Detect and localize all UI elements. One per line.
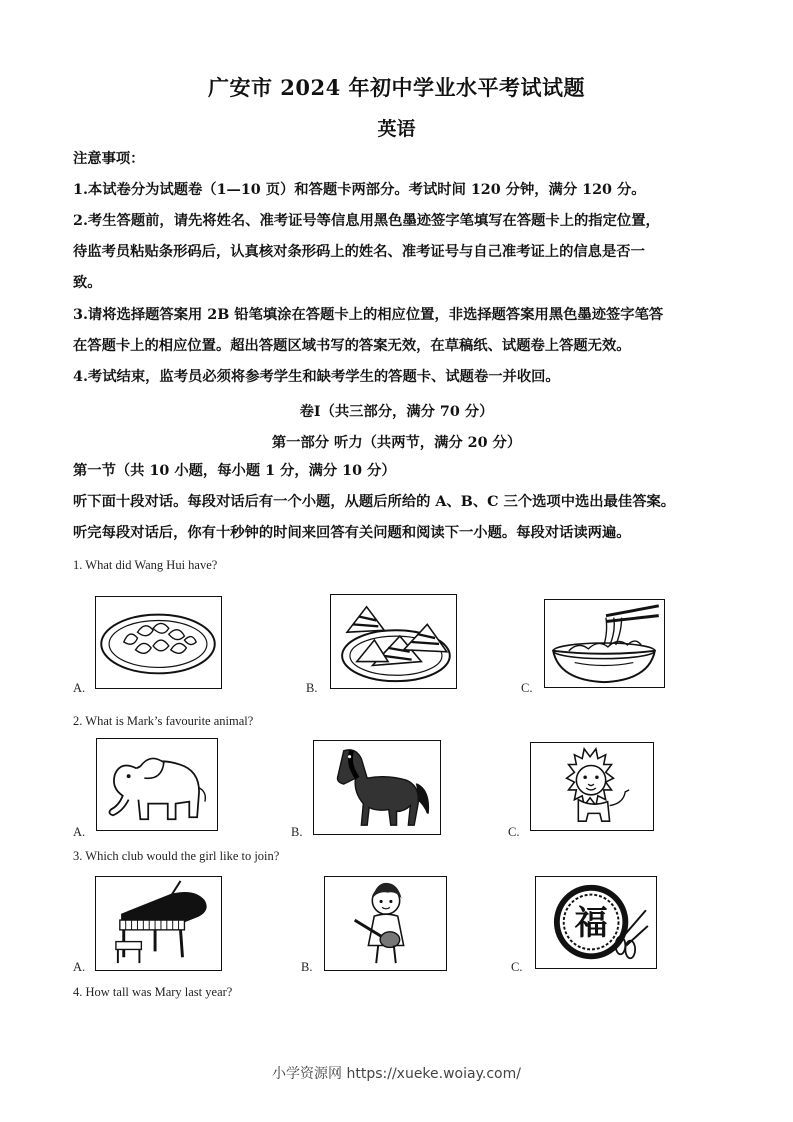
notice-item-3-line-2: 在答题卡上的相应位置。超出答题区域书写的答案无效，在草稿纸、试题卷上答题无效。 [73,338,631,354]
notice-item-1: 1.本试卷分为试题卷（1—10 页）和答题卡两部分。考试时间 120 分钟，满分 120 分。 [73,182,646,198]
dumplings-image [95,596,222,689]
elephant-image [96,738,218,831]
notice-item-4: 4.考试结束，监考员必须将参考学生和缺考学生的答题卡、试题卷一并收回。 [73,369,560,385]
notice-item-2-line-2: 待监考员粘贴条形码后，认真核对条形码上的姓名、准考证号与自己准考证上的信息是否一 [73,244,645,260]
girl-with-guitar-image [324,876,447,971]
part-heading: 第一部分 听力（共两节，满分 20 分） [271,435,522,451]
question-2-option-c-label: C. [508,825,520,839]
question-3-option-b-label: B. [301,960,313,974]
notice-item-2-line-3: 致。 [73,275,102,291]
exam-subject: 英语 [377,118,416,140]
notice-heading: 注意事项： [73,151,145,167]
volume-heading: 卷Ⅰ（共三部分，满分 70 分） [299,404,494,420]
section-heading: 第一节（共 10 小题，每小题 1 分，满分 10 分） [73,463,396,479]
noodles-image [544,599,665,688]
horse-image [313,740,441,835]
question-3-option-a-label: A. [73,960,86,974]
question-3-option-c-label: C. [511,960,523,974]
question-2-text: 2. What is Mark’s favourite animal? [73,714,254,728]
section-instruction-line-1: 听下面十段对话。每段对话后有一个小题，从题后所给的 A、B、C 三个选项中选出最佳答案。 [73,494,676,510]
question-1-option-a-label: A. [73,681,86,695]
exam-title: 广安市 2024 年初中学业水平考试试题 [207,75,586,100]
paper-cutting-image [535,876,657,969]
question-2-option-b-label: B. [291,825,303,839]
question-2-option-a-label: A. [73,825,86,839]
notice-item-3-line-1: 3.请将选择题答案用 2B 铅笔填涂在答题卡上的相应位置，非选择题答案用黑色墨迹签字笔答 [73,307,664,323]
question-3-text: 3. Which club would the girl like to join? [73,849,280,863]
section-instruction-line-2: 听完每段对话后，你有十秒钟的时间来回答有关问题和阅读下一小题。每段对话读两遍。 [73,525,631,541]
question-1-option-b-label: B. [306,681,318,695]
lion-image [530,742,654,831]
svg-text:福: 福 [574,902,608,942]
question-4-text: 4. How tall was Mary last year? [73,985,233,999]
notice-item-2-line-1: 2.考生答题前，请先将姓名、准考证号等信息用黑色墨迹签字笔填写在答题卡上的指定位置， [73,213,660,229]
zongzi-image [330,594,457,689]
piano-image [95,876,222,971]
question-1-text: 1. What did Wang Hui have? [73,558,218,572]
question-1-option-c-label: C. [521,681,533,695]
site-footer: 小学资源网 https://xueke.woiay.com/ [272,1066,521,1082]
